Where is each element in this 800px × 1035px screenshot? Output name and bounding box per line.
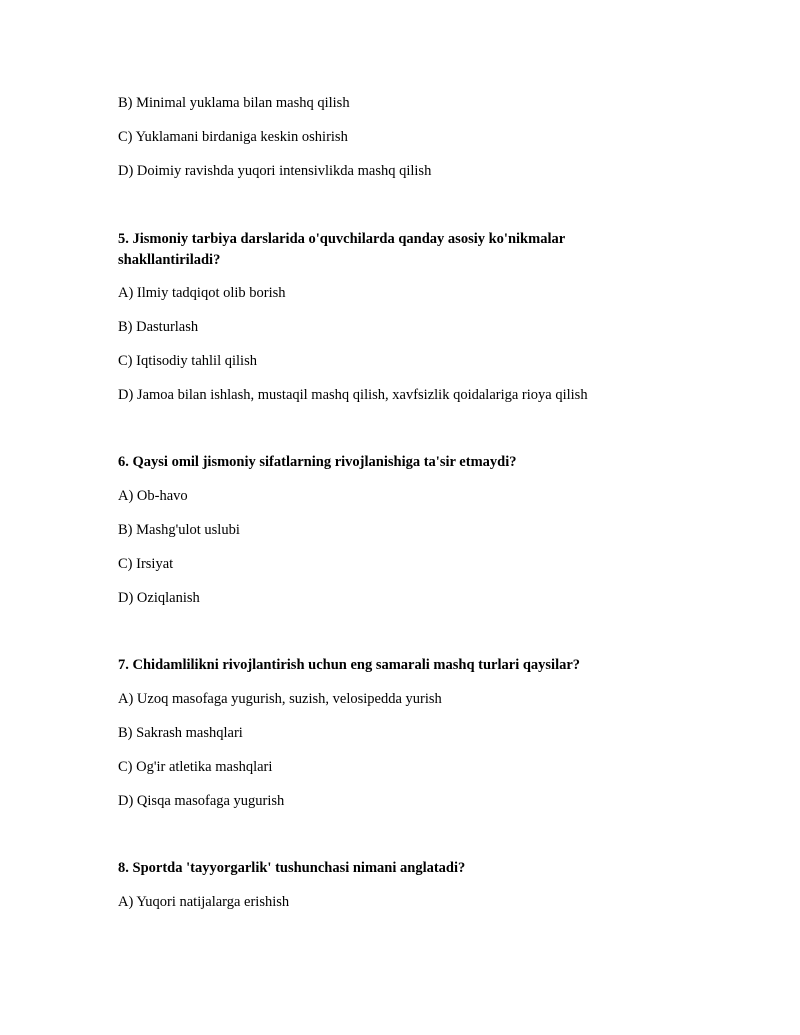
answer-option: D) Oziqlanish [118, 590, 200, 606]
question-5-text: 5. Jismoniy tarbiya darslarida o'quvchilarda qanday asosiy ko'nikmalar shakllantiriladi? [118, 231, 565, 268]
answer-option: A) Uzoq masofaga yugurish, suzish, velosipedda yurish [118, 691, 442, 707]
answer-option: D) Qisqa masofaga yugurish [118, 793, 285, 809]
answer-option: D) Doimiy ravishda yuqori intensivlikda mashq qilish [118, 163, 432, 179]
answer-option: C) Yuklamani birdaniga keskin oshirish [118, 129, 348, 145]
answer-option: B) Sakrash mashqlari [118, 725, 243, 741]
answer-option: B) Mashg'ulot uslubi [118, 522, 240, 538]
answer-option: A) Ob-havo [118, 488, 188, 504]
answer-option: B) Dasturlash [118, 319, 199, 335]
question-8-text: 8. Sportda 'tayyorgarlik' tushunchasi nimani anglatadi? [118, 860, 466, 876]
answer-option: D) Jamoa bilan ishlash, mustaqil mashq qilish, xavfsizlik qoidalariga rioya qilish [118, 387, 588, 403]
answer-option: A) Yuqori natijalarga erishish [118, 894, 290, 910]
answer-option: C) Iqtisodiy tahlil qilish [118, 353, 257, 369]
question-6-text: 6. Qaysi omil jismoniy sifatlarning rivojlanishiga ta'sir etmaydi? [118, 454, 517, 470]
answer-option: A) Ilmiy tadqiqot olib borish [118, 285, 286, 301]
answer-option: B) Minimal yuklama bilan mashq qilish [118, 95, 350, 111]
question-7-text: 7. Chidamlilikni rivojlantirish uchun eng samarali mashq turlari qaysilar? [118, 657, 581, 673]
answer-option: C) Og'ir atletika mashqlari [118, 759, 273, 775]
answer-option: C) Irsiyat [118, 556, 174, 572]
